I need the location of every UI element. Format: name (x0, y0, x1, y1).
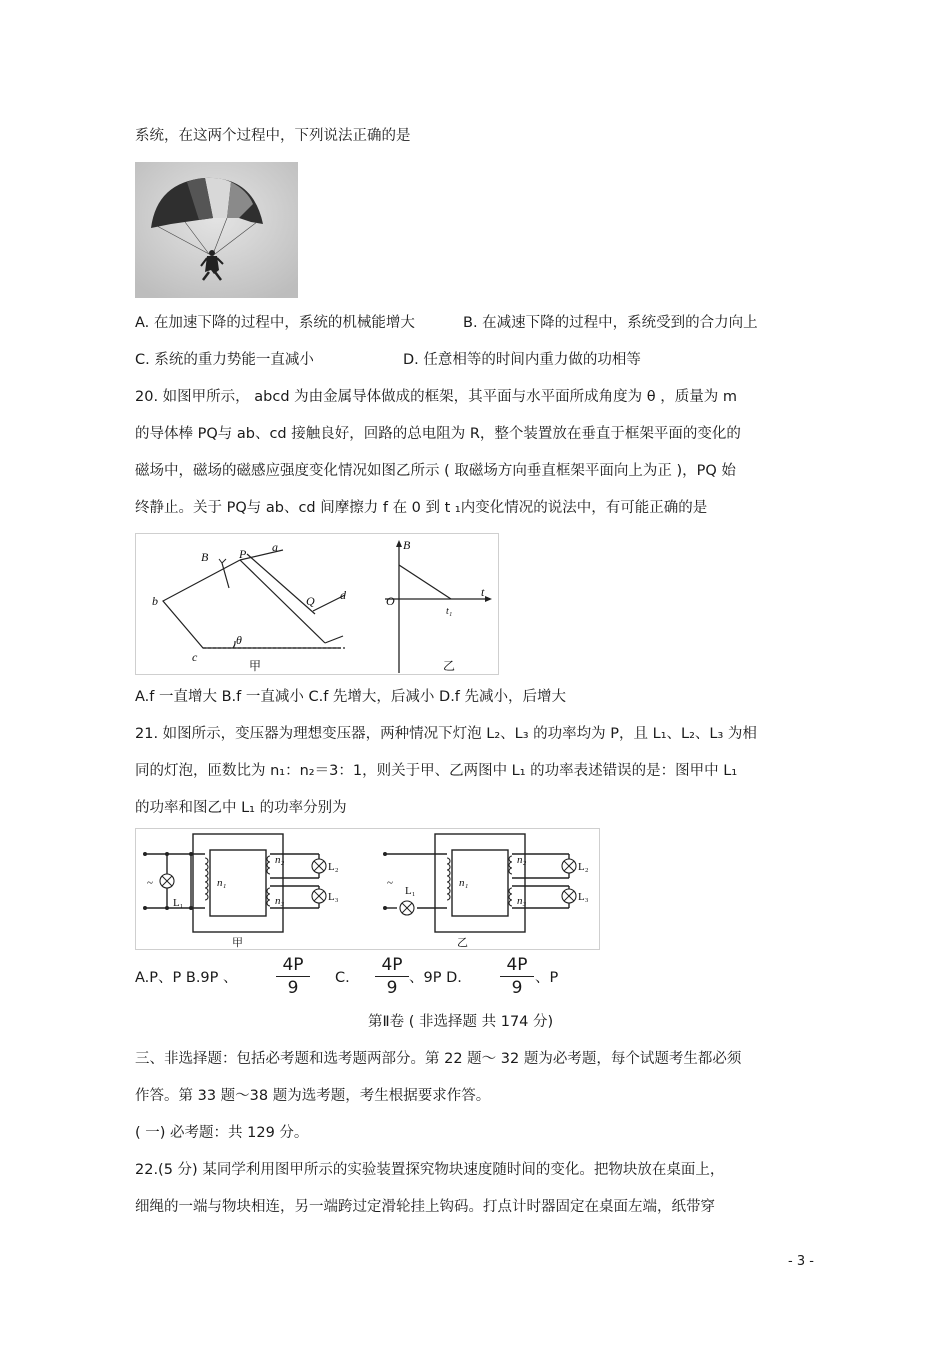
question-21-option-d-tail: 、P (535, 970, 559, 986)
label-n2-jia: n₂ (275, 854, 285, 866)
label-n1-yi: n₁ (459, 877, 469, 889)
label-jia: 甲 (249, 659, 262, 673)
part-3-line3: ( 一) 必考题：共 129 分。 (135, 1125, 309, 1141)
question-20-line2: 的导体棒 PQ与 ab、cd 接触良好，回路的总电阻为 R，整个装置放在垂直于框架平面的变化的 (135, 426, 741, 442)
label-L2-jia: L₂ (328, 861, 339, 873)
label-O: O (386, 594, 395, 608)
label-n2-yi: n₂ (517, 854, 527, 866)
question-22-line1: 22.(5 分) 某同学利用图甲所示的实验装置探究物块速度随时间的变化。把物块放在桌面上， (135, 1162, 725, 1178)
page-number: - 3 - (788, 1254, 814, 1269)
question-20-line1: 20. 如图甲所示， abcd 为由金属导体做成的框架，其平面与水平面所成角度为 θ ，质量为 m (135, 389, 737, 405)
label-t1: t₁ (446, 606, 453, 617)
question-21-line2: 同的灯泡，匝数比为 n₁：n₂＝3：1，则关于甲、乙两图中 L₁ 的功率表述错误的是：图甲中 L₁ (135, 763, 738, 779)
label-theta: θ (236, 633, 242, 647)
question-21-line3: 的功率和图乙中 L₁ 的功率分别为 (135, 800, 347, 816)
label-c: c (192, 650, 198, 664)
option-a: A. 在加速下降的过程中，系统的机械能增大 (135, 315, 415, 331)
option-c: C. 系统的重力势能一直减小 (135, 352, 314, 368)
fraction-d (500, 955, 534, 999)
parachute-photo (135, 162, 298, 298)
fraction-numerator: 4P (276, 955, 310, 977)
label-L1-yi: L₁ (405, 885, 416, 897)
question-20-line3: 磁场中，磁场的磁感应强度变化情况如图乙所示 ( 取磁场方向垂直框架平面向上为正 )，PQ 始 (135, 463, 736, 479)
section-2-title: 第Ⅱ卷 ( 非选择题 共 174 分) (368, 1014, 554, 1030)
fraction-numerator: 4P (500, 955, 534, 977)
label-yi: 乙 (443, 659, 456, 673)
option-b: B. 在减速下降的过程中，系统受到的合力向上 (463, 315, 758, 331)
question-22-line2: 细绳的一端与物块相连，另一端跨过定滑轮挂上钩码。打点计时器固定在桌面左端，纸带穿 (135, 1199, 715, 1215)
part-3-line1: 三、非选择题：包括必考题和选考题两部分。第 22 题～ 32 题为必考题，每个试题考生都必须 (135, 1051, 742, 1067)
fraction-c (375, 955, 409, 999)
label-t: t (481, 585, 485, 599)
label-L1-jia: L₁ (173, 897, 184, 909)
option-d: D. 任意相等的时间内重力做的功相等 (403, 352, 641, 368)
label-a: a (272, 540, 278, 554)
label-n1-jia: n₁ (217, 877, 227, 889)
text-line: 系统，在这两个过程中，下列说法正确的是 (135, 128, 411, 144)
fraction-denominator: 9 (511, 978, 523, 998)
label-n3-yi: n₃ (517, 895, 527, 907)
label-b: b (152, 594, 158, 608)
label-P: P (239, 547, 247, 561)
transformer-figure (135, 828, 600, 950)
question-21-option-d: 、9P D. (409, 970, 462, 986)
label-Q: Q (306, 594, 315, 608)
fraction-denominator: 9 (386, 978, 398, 998)
label-L2-yi: L₂ (578, 861, 589, 873)
label-n3-jia: n₃ (275, 895, 285, 907)
part-3-line2: 作答。第 33 题～38 题为选考题，考生根据要求作答。 (135, 1088, 491, 1104)
label-B-axis: B (403, 538, 411, 552)
question-21-option-c: C. (335, 970, 350, 986)
question-21-line1: 21. 如图所示，变压器为理想变压器，两种情况下灯泡 L₂、L₃ 的功率均为 P，且 L₁、L₂、L₃ 为相 (135, 726, 757, 742)
fraction-numerator: 4P (375, 955, 409, 977)
label-L3-yi: L₃ (578, 891, 589, 903)
label-L3-jia: L₃ (328, 891, 339, 903)
question-20-line4: 终静止。关于 PQ与 ab、cd 间摩擦力 f 在 0 到 t ₁内变化情况的说法中，有可能正确的是 (135, 500, 708, 516)
ac-source-label: ~ (147, 877, 153, 889)
ac-source-label-yi: ~ (387, 877, 393, 889)
fraction-denominator: 9 (287, 978, 299, 998)
question-20-options: A.f 一直增大 B.f 一直减小 C.f 先增大，后减小 D.f 先减小，后增大 (135, 689, 567, 705)
label-yi: 乙 (457, 937, 468, 949)
question-21-option-ab: A.P、P B.9P 、 (135, 970, 238, 986)
label-d: d (340, 588, 346, 602)
frame-and-field-figure (135, 533, 499, 675)
fraction-b (276, 955, 310, 999)
label-B: B (201, 550, 209, 564)
label-jia: 甲 (232, 937, 243, 949)
